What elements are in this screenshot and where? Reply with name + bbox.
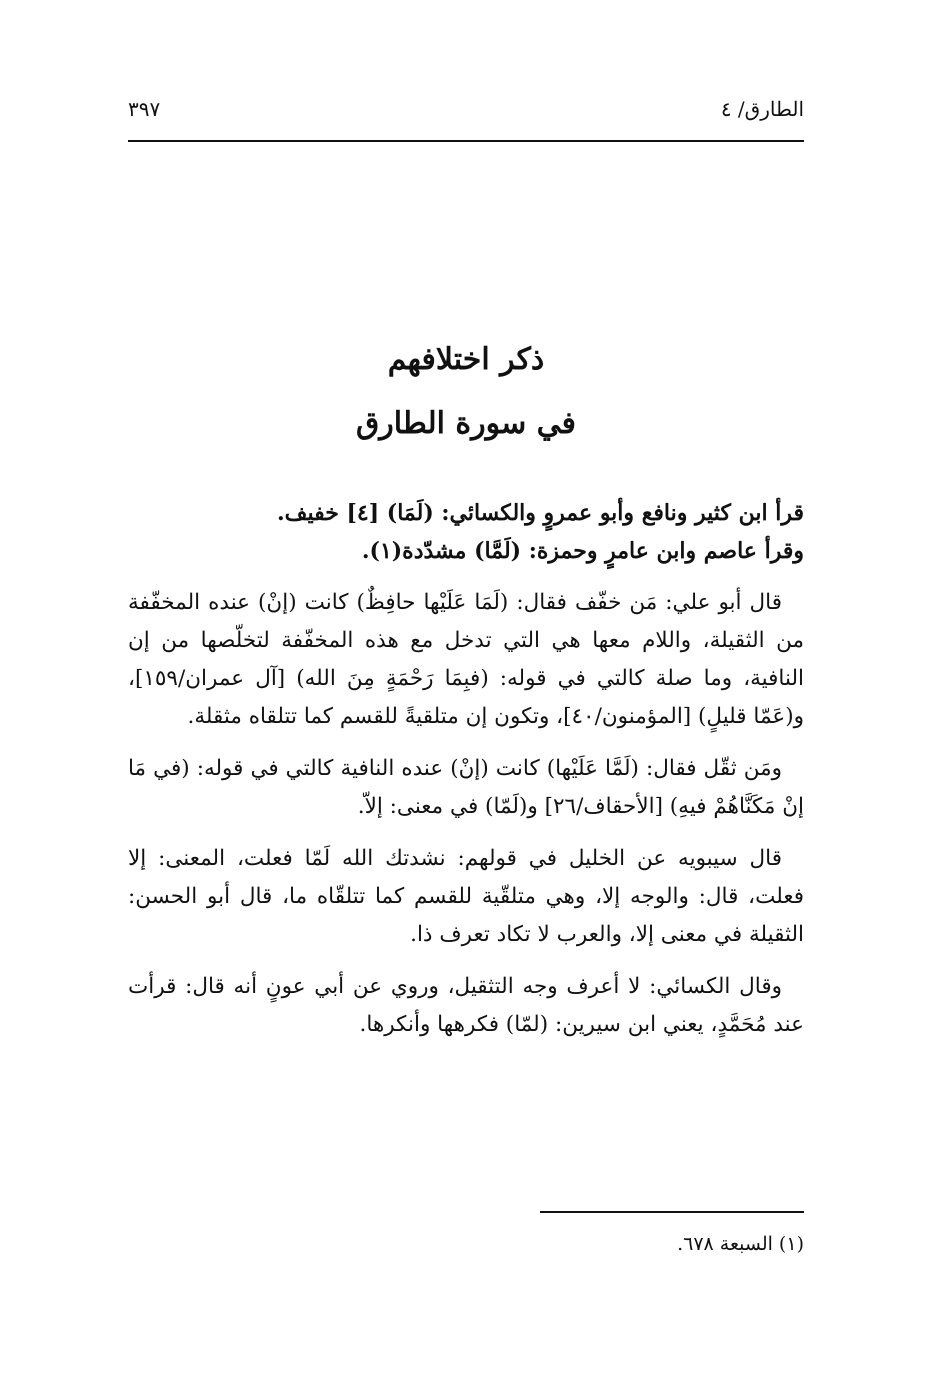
running-head	[128, 92, 804, 126]
paragraph-sibawayh: قال سيبويه عن الخليل في قولهم: نشدتك الله لَمّا فعلت، المعنى: إلا فعلت، قال: والوجه إلا، وهي متلقّية للقسم كما تتلقّاه ما، قال أبو الحسن: الثقيلة في معنى إلا، والعرب لا تكاد تعرف ذا.	[128, 846, 804, 947]
paragraph-kisai: وقال الكسائي: لا أعرف وجه التثقيل، وروي عن أبي عونٍ أنه قال: قرأت عند مُحَمَّدٍ، يعني ابن سيرين: (لمّا) فكرهها وأنكرها.	[128, 974, 804, 1037]
chapter-subtitle: في سورة الطارق	[355, 406, 577, 441]
chapter-title: ذكر اختلافهم	[387, 342, 545, 377]
reading-statement-1: قرأ ابن كثير ونافع وأبو عمروٍ والكسائي: (لَمَا) [٤] خفيف.	[277, 500, 804, 526]
reading-statement-2: وقرأ عاصم وابن عامرٍ وحمزة: (لَمَّا) مشدّدة(١).	[361, 538, 804, 564]
footnote-rule	[540, 1211, 804, 1213]
paragraph-abu-ali: قال أبو علي: مَن خفّف فقال: (لَمَا عَلَيْها حافِظٌ) كانت (إنْ) عنده المخفّفة من الثقيلة، واللام معها هي التي تدخل مع هذه المخفّفة لتخلّصها من إن النافية، وما صلة كالتي في قوله: (فبِمَا رَحْمَةٍ مِنَ الله) [آل عمران/١٥٩]، و(عَمّا قليلٍ) [المؤمنون/٤٠]، وتكون إن متلقيةً للقسم كما تتلقاه مثقلة.	[128, 590, 804, 729]
section-label: الطارق/ ٤	[720, 97, 804, 121]
body-text	[128, 494, 804, 1044]
page-number: ٣٩٧	[128, 97, 161, 121]
paragraph-thaqqal: ومَن ثقّل فقال: (لَمَّا عَلَيْها) كانت (إنْ) عنده النافية كالتي في قوله: (في مَا إنْ مَكَنَّاهُمْ فيهِ) [الأحقاف/٢٦] و(لَمّا) في معنى: إلاّ.	[128, 756, 804, 819]
footnote: (١) السبعة ٦٧٨.	[677, 1233, 804, 1255]
header-rule	[128, 140, 804, 142]
